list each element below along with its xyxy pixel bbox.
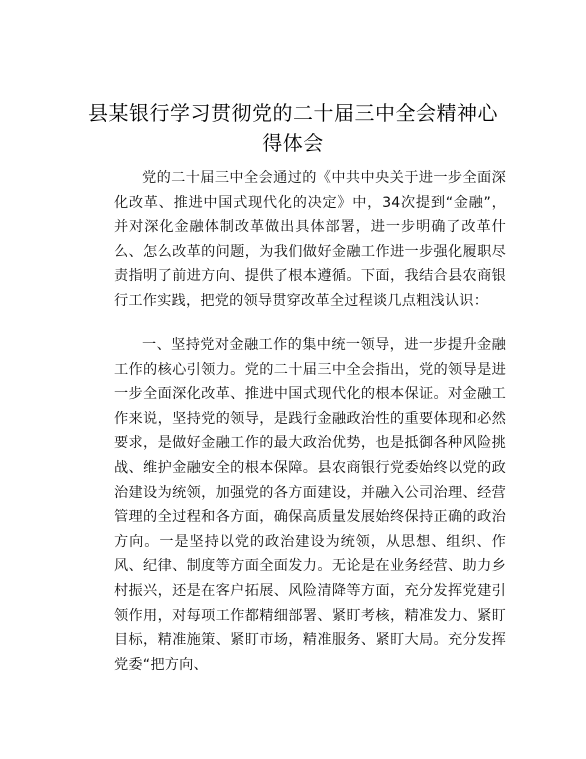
document-paragraph-section-one: 一、坚持党对金融工作的集中统一领导，进一步提升金融工作的核心引领力。党的二十届三中全会指出，党的领导是进一步全面深化改革、推进中国式现代化的根本保证。对金融工作来说，坚持党的领导，是践行金融政治性的重要体现和必然要求，是做好金融工作的最大政治优势，也是抵御各种风险挑战、维护金融安全的根本保障。县农商银行党委始终以党的政治建设为统领，加强党的各方面建设，并融入公司治理、经营管理的全过程和各方面，确保高质量发展始终保持正确的政治方向。一是坚持以党的政治建设为统领，从思想、组织、作风、纪律、制度等方面全面发力。无论是在业务经营、助力乡村振兴，还是在客户拓展、风险清降等方面，充分发挥党建引领作用，对每项工作都精细部署、紧盯考核，精准发力、紧盯目标，精准施策、紧盯市场，精准服务、紧盯大局。充分发挥党委“把方向、 <box>114 337 506 673</box>
document-title: 县某银行学习贯彻党的二十届三中全会精神心得体会 <box>88 101 498 155</box>
document-paragraph-intro: 党的二十届三中全会通过的《中共中央关于进一步全面深化改革、推进中国式现代化的决定》中，34次提到“金融”，并对深化金融体制改革做出具体部署，进一步明确了改革什么、怎么改革的问题，为我们做好金融工作进一步强化履职尽责指明了前进方向、提供了根本遵循。下面，我结合县农商银行工作实践，把党的领导贯穿改革全过程谈几点粗浅认识： <box>114 170 506 309</box>
